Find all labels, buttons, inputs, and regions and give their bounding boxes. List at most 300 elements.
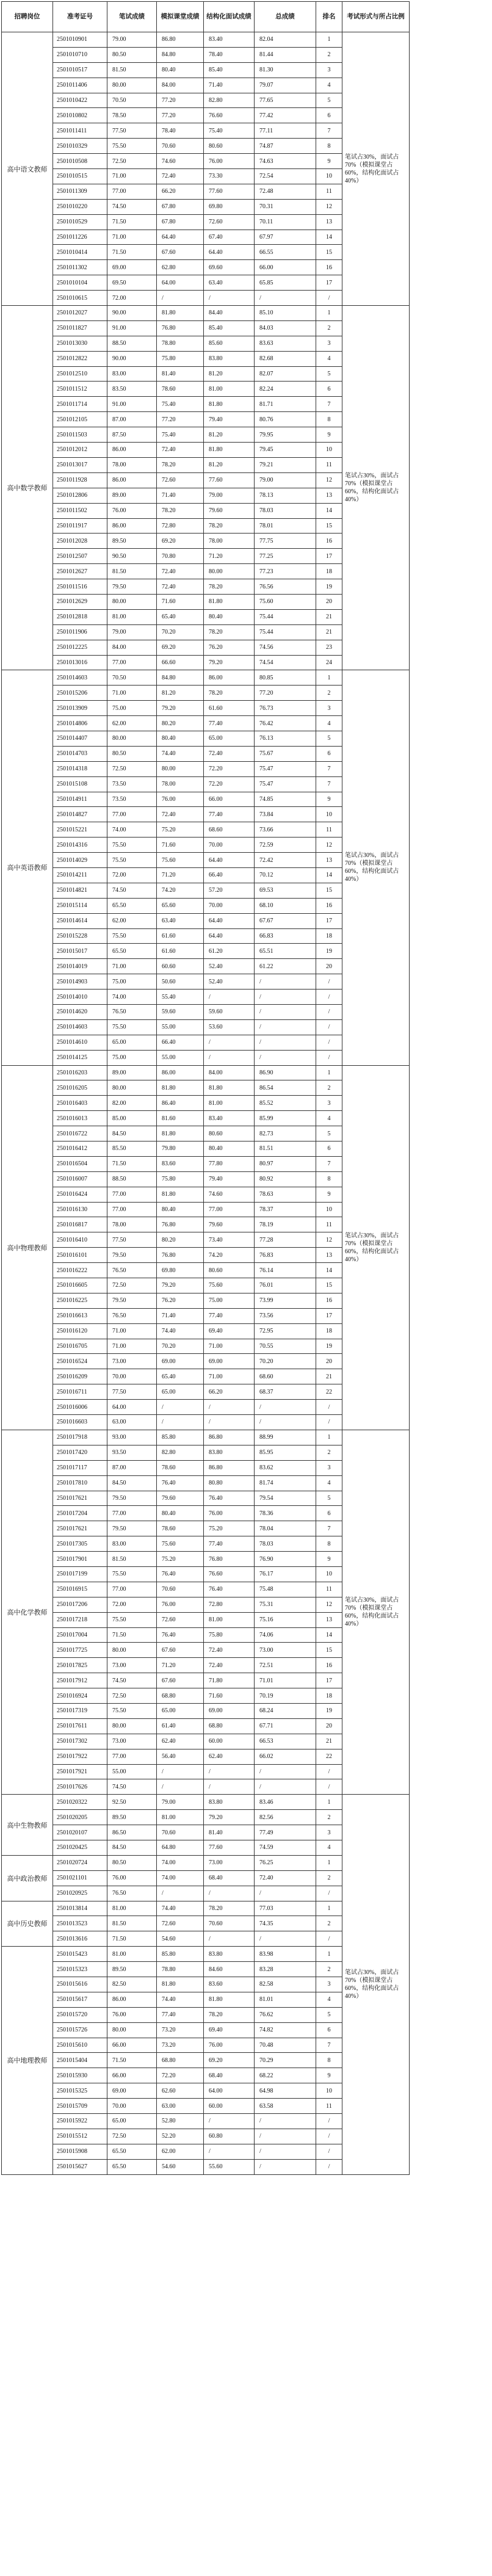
written-score-cell: 87.50 (107, 427, 157, 443)
mock-class-score-cell: 70.60 (157, 139, 204, 154)
total-score-cell: / (255, 1400, 316, 1415)
mock-class-score-cell: 75.80 (157, 351, 204, 366)
exam-id-cell: 2501020925 (53, 1886, 107, 1901)
total-score-cell: / (255, 1931, 316, 1947)
exam-id-cell: 2501010414 (53, 245, 107, 260)
position-cell: 高中物理教师 (2, 1065, 53, 1430)
rank-cell: 6 (316, 382, 342, 397)
rank-cell: 7 (316, 761, 342, 776)
mock-class-score-cell: 65.60 (157, 898, 204, 913)
rank-cell: 2 (316, 47, 342, 62)
mock-class-score-cell: 73.20 (157, 2038, 204, 2053)
rank-cell: 8 (316, 412, 342, 427)
total-score-cell: 78.03 (255, 1536, 316, 1552)
written-score-cell: 79.00 (107, 32, 157, 48)
rank-cell: 5 (316, 1126, 342, 1141)
exam-id-cell: 2501012806 (53, 488, 107, 503)
mock-class-score-cell: 77.20 (157, 412, 204, 427)
total-score-cell: / (255, 1886, 316, 1901)
total-score-cell: 76.01 (255, 1278, 316, 1293)
rank-cell: 11 (316, 1582, 342, 1597)
rank-cell: 15 (316, 245, 342, 260)
exam-id-cell: 2501015114 (53, 898, 107, 913)
mock-class-score-cell: 66.40 (157, 1035, 204, 1050)
mock-class-score-cell: 77.40 (157, 2007, 204, 2022)
written-score-cell: 75.50 (107, 928, 157, 944)
written-score-cell: 71.50 (107, 245, 157, 260)
exam-id-cell: 2501016524 (53, 1354, 107, 1369)
written-score-cell: 74.50 (107, 883, 157, 898)
mock-class-score-cell: 71.40 (157, 1308, 204, 1323)
interview-score-cell: 60.00 (204, 2099, 255, 2114)
written-score-cell: 92.50 (107, 1795, 157, 1810)
interview-score-cell: 79.20 (204, 655, 255, 670)
rank-cell: 14 (316, 503, 342, 518)
interview-score-cell: 81.80 (204, 594, 255, 609)
rank-cell: 4 (316, 716, 342, 731)
exam-id-cell: 2501017810 (53, 1475, 107, 1491)
written-score-cell: 72.00 (107, 291, 157, 306)
total-score-cell: 77.28 (255, 1232, 316, 1248)
interview-score-cell: 67.40 (204, 230, 255, 245)
mock-class-score-cell: 86.40 (157, 1096, 204, 1111)
rank-cell: 10 (316, 443, 342, 458)
rank-cell: 3 (316, 1977, 342, 1992)
mock-class-score-cell: 70.80 (157, 549, 204, 564)
interview-score-cell: 72.20 (204, 776, 255, 792)
rank-cell: / (316, 2159, 342, 2174)
mock-class-score-cell: 74.00 (157, 1870, 204, 1886)
interview-score-cell: / (204, 990, 255, 1005)
exam-id-cell: 2501013616 (53, 1931, 107, 1947)
written-score-cell: 87.00 (107, 1460, 157, 1475)
exam-id-cell: 2501014603 (53, 670, 107, 686)
exam-id-cell: 2501010802 (53, 108, 107, 123)
written-score-cell: 78.00 (107, 457, 157, 472)
interview-score-cell: 60.00 (204, 1734, 255, 1749)
interview-score-cell: 81.00 (204, 1612, 255, 1627)
interview-score-cell: 85.40 (204, 320, 255, 336)
mock-class-score-cell: 59.60 (157, 1005, 204, 1020)
total-score-cell: 79.54 (255, 1491, 316, 1506)
total-score-cell: 75.67 (255, 746, 316, 761)
mock-class-score-cell: 78.80 (157, 1962, 204, 1977)
mock-class-score-cell: 70.60 (157, 1582, 204, 1597)
exam-id-cell: 2501015423 (53, 1947, 107, 1962)
exam-id-cell: 2501020107 (53, 1825, 107, 1840)
mock-class-score-cell: 75.60 (157, 853, 204, 868)
mock-class-score-cell: 70.20 (157, 1339, 204, 1354)
interview-score-cell: 75.60 (204, 1278, 255, 1293)
total-score-cell: 74.06 (255, 1627, 316, 1643)
mock-class-score-cell: 70.60 (157, 1825, 204, 1840)
total-score-cell: 74.56 (255, 640, 316, 655)
written-score-cell: 69.00 (107, 2083, 157, 2099)
rank-cell: 5 (316, 1491, 342, 1506)
rank-cell: 2 (316, 320, 342, 336)
rank-cell: 21 (316, 1369, 342, 1384)
written-score-cell: 82.50 (107, 1977, 157, 1992)
exam-id-cell: 2501017901 (53, 1552, 107, 1567)
exam-id-cell: 2501014318 (53, 761, 107, 776)
interview-score-cell: 69.60 (204, 260, 255, 275)
total-score-cell: 76.90 (255, 1552, 316, 1567)
exam-id-cell: 2501011503 (53, 427, 107, 443)
exam-id-cell: 2501014316 (53, 838, 107, 853)
mock-class-score-cell: 60.60 (157, 959, 204, 974)
rank-cell: / (316, 1764, 342, 1779)
mock-class-score-cell: 78.80 (157, 336, 204, 351)
exam-id-cell: 2501014125 (53, 1050, 107, 1065)
interview-score-cell: 77.40 (204, 716, 255, 731)
mock-class-score-cell: 74.40 (157, 1901, 204, 1916)
interview-score-cell: 75.20 (204, 1521, 255, 1536)
interview-score-cell: 71.60 (204, 1688, 255, 1704)
written-score-cell: 86.00 (107, 1992, 157, 2007)
mock-class-score-cell: 73.20 (157, 2022, 204, 2038)
exam-id-cell: 2501013814 (53, 1901, 107, 1916)
interview-score-cell: 78.20 (204, 1901, 255, 1916)
total-score-cell: 79.00 (255, 472, 316, 488)
rank-cell: 14 (316, 867, 342, 883)
written-score-cell: 66.00 (107, 2068, 157, 2083)
mock-class-score-cell: 72.40 (157, 579, 204, 595)
exam-id-cell: 2501013016 (53, 655, 107, 670)
mock-class-score-cell: 81.80 (157, 306, 204, 321)
mock-class-score-cell: 76.20 (157, 1293, 204, 1308)
mock-class-score-cell: 76.80 (157, 1248, 204, 1263)
mock-class-score-cell: 75.60 (157, 1536, 204, 1552)
mock-class-score-cell: 63.00 (157, 2099, 204, 2114)
written-score-cell: 69.50 (107, 275, 157, 291)
interview-score-cell: 81.80 (204, 443, 255, 458)
mock-class-score-cell: 78.00 (157, 776, 204, 792)
mock-class-score-cell: 76.80 (157, 1217, 204, 1232)
exam-id-cell: 2501013523 (53, 1916, 107, 1931)
written-score-cell: 70.00 (107, 2099, 157, 2114)
mock-class-score-cell: 76.00 (157, 792, 204, 807)
mock-class-score-cell: 54.60 (157, 1931, 204, 1947)
total-score-cell: 86.90 (255, 1065, 316, 1080)
mock-class-score-cell: 72.40 (157, 443, 204, 458)
total-score-cell: / (255, 1779, 316, 1795)
exam-id-cell: 2501011906 (53, 624, 107, 640)
exam-id-cell: 2501014911 (53, 792, 107, 807)
total-score-cell: 77.42 (255, 108, 316, 123)
written-score-cell: 90.00 (107, 351, 157, 366)
rank-cell: 21 (316, 1734, 342, 1749)
table-row (2, 306, 410, 321)
interview-score-cell: 80.80 (204, 1475, 255, 1491)
rank-cell: 1 (316, 1855, 342, 1870)
rank-cell: 7 (316, 123, 342, 139)
total-score-cell: 88.99 (255, 1430, 316, 1445)
interview-score-cell: 77.40 (204, 1308, 255, 1323)
header-interview-score: 结构化面试成绩 (204, 2, 255, 32)
written-score-cell: 80.50 (107, 746, 157, 761)
interview-score-cell: 61.20 (204, 944, 255, 959)
exam-id-cell: 2501017302 (53, 1734, 107, 1749)
exam-id-cell: 2501012627 (53, 564, 107, 579)
rank-cell: 1 (316, 670, 342, 686)
rank-cell: 16 (316, 1658, 342, 1673)
mock-class-score-cell: 75.40 (157, 397, 204, 412)
interview-score-cell: 77.80 (204, 1156, 255, 1171)
total-score-cell: 74.35 (255, 1916, 316, 1931)
written-score-cell: 75.50 (107, 1019, 157, 1035)
exam-id-cell: 2501016424 (53, 1187, 107, 1202)
interview-score-cell: 83.40 (204, 32, 255, 48)
written-score-cell: 89.50 (107, 534, 157, 549)
mock-class-score-cell: 74.40 (157, 1323, 204, 1339)
rank-cell: 18 (316, 1323, 342, 1339)
total-score-cell: 79.95 (255, 427, 316, 443)
rank-cell: 11 (316, 457, 342, 472)
table-row (2, 670, 410, 686)
mock-class-score-cell: 79.60 (157, 1491, 204, 1506)
total-score-cell: 85.95 (255, 1445, 316, 1460)
interview-score-cell: 60.80 (204, 2129, 255, 2144)
exam-id-cell: 2501015617 (53, 1992, 107, 2007)
rank-cell: 20 (316, 959, 342, 974)
interview-score-cell: 83.40 (204, 1111, 255, 1126)
mock-class-score-cell: 77.20 (157, 93, 204, 108)
exam-id-cell: 2501015017 (53, 944, 107, 959)
rank-cell: 4 (316, 1840, 342, 1855)
written-score-cell: 65.00 (107, 1035, 157, 1050)
written-score-cell: 84.50 (107, 1840, 157, 1855)
written-score-cell: 79.50 (107, 579, 157, 595)
rank-cell: 3 (316, 701, 342, 716)
written-score-cell: 89.50 (107, 1962, 157, 1977)
written-score-cell: 80.00 (107, 594, 157, 609)
written-score-cell: 71.00 (107, 686, 157, 701)
interview-score-cell: 81.40 (204, 1825, 255, 1840)
interview-score-cell: 78.20 (204, 624, 255, 640)
interview-score-cell: 70.60 (204, 1916, 255, 1931)
rank-cell: 6 (316, 1141, 342, 1157)
rank-cell: 17 (316, 1308, 342, 1323)
written-score-cell: 80.00 (107, 1080, 157, 1096)
total-score-cell: 83.62 (255, 1460, 316, 1475)
interview-score-cell: 83.80 (204, 1947, 255, 1962)
written-score-cell: 71.00 (107, 1339, 157, 1354)
total-score-cell: 74.54 (255, 655, 316, 670)
total-score-cell: 72.54 (255, 169, 316, 184)
written-score-cell: 83.00 (107, 366, 157, 382)
written-score-cell: 79.50 (107, 1293, 157, 1308)
rank-cell: 1 (316, 306, 342, 321)
exam-id-cell: 2501017206 (53, 1597, 107, 1612)
interview-score-cell: 80.40 (204, 609, 255, 624)
total-score-cell: 75.31 (255, 1597, 316, 1612)
interview-score-cell: 79.60 (204, 503, 255, 518)
rank-cell: 4 (316, 78, 342, 93)
total-score-cell: 76.13 (255, 731, 316, 746)
exam-id-cell: 2501016006 (53, 1400, 107, 1415)
rank-cell: 5 (316, 366, 342, 382)
exam-id-cell: 2501011512 (53, 382, 107, 397)
mock-class-score-cell: 81.80 (157, 1187, 204, 1202)
mock-class-score-cell: 64.00 (157, 275, 204, 291)
written-score-cell: 74.50 (107, 199, 157, 214)
exam-id-cell: 2501010529 (53, 214, 107, 230)
interview-score-cell: 73.40 (204, 1232, 255, 1248)
total-score-cell: 85.52 (255, 1096, 316, 1111)
interview-score-cell: 81.80 (204, 1992, 255, 2007)
interview-score-cell: 68.40 (204, 2068, 255, 2083)
exam-id-cell: 2501012818 (53, 609, 107, 624)
interview-score-cell: 73.00 (204, 1855, 255, 1870)
rank-cell: 6 (316, 746, 342, 761)
mock-class-score-cell: / (157, 1400, 204, 1415)
score-table (1, 1, 410, 2175)
total-score-cell: / (255, 974, 316, 990)
exam-id-cell: 2501015512 (53, 2129, 107, 2144)
written-score-cell: 88.50 (107, 336, 157, 351)
exam-id-cell: 2501016130 (53, 1202, 107, 1217)
total-score-cell: 70.55 (255, 1339, 316, 1354)
position-cell: 高中政治教师 (2, 1855, 53, 1901)
rank-cell: / (316, 990, 342, 1005)
interview-score-cell: 77.60 (204, 184, 255, 199)
exam-id-cell: 2501021101 (53, 1870, 107, 1886)
total-score-cell: 66.00 (255, 260, 316, 275)
interview-score-cell: 69.40 (204, 2022, 255, 2038)
exam-id-cell: 2501015922 (53, 2114, 107, 2129)
interview-score-cell: 79.60 (204, 1217, 255, 1232)
written-score-cell: 86.00 (107, 472, 157, 488)
total-score-cell: 82.73 (255, 1126, 316, 1141)
interview-score-cell: 81.80 (204, 1080, 255, 1096)
rank-cell: 15 (316, 883, 342, 898)
total-score-cell: 77.03 (255, 1901, 316, 1916)
interview-score-cell: 81.20 (204, 457, 255, 472)
rank-cell: 13 (316, 1248, 342, 1263)
written-score-cell: 73.50 (107, 792, 157, 807)
mock-class-score-cell: 74.00 (157, 1855, 204, 1870)
interview-score-cell: 81.00 (204, 1096, 255, 1111)
total-score-cell: 83.98 (255, 1947, 316, 1962)
mock-class-score-cell: 79.00 (157, 1795, 204, 1810)
total-score-cell: 73.66 (255, 822, 316, 838)
rank-cell: 1 (316, 1430, 342, 1445)
header-rank: 排名 (316, 2, 342, 32)
written-score-cell: 93.50 (107, 1445, 157, 1460)
exam-id-cell: 2501014703 (53, 746, 107, 761)
rank-cell: / (316, 1035, 342, 1050)
written-score-cell: 71.00 (107, 230, 157, 245)
interview-score-cell: 66.20 (204, 1384, 255, 1400)
exam-id-cell: 2501011411 (53, 123, 107, 139)
total-score-cell: 77.20 (255, 686, 316, 701)
written-score-cell: 70.50 (107, 93, 157, 108)
header-written-score: 笔试成绩 (107, 2, 157, 32)
total-score-cell: 85.10 (255, 306, 316, 321)
written-score-cell: 76.00 (107, 2007, 157, 2022)
written-score-cell: 77.00 (107, 1202, 157, 1217)
written-score-cell: 72.50 (107, 154, 157, 169)
total-score-cell: 76.42 (255, 716, 316, 731)
rank-cell: 2 (316, 1445, 342, 1460)
total-score-cell: 78.37 (255, 1202, 316, 1217)
header-mock-class-score: 模拟课堂成绩 (157, 2, 204, 32)
mock-class-score-cell: 81.20 (157, 686, 204, 701)
exam-id-cell: 2501017626 (53, 1779, 107, 1795)
mock-class-score-cell: 78.20 (157, 503, 204, 518)
mock-class-score-cell: 71.20 (157, 867, 204, 883)
written-score-cell: 62.00 (107, 716, 157, 731)
written-score-cell: 81.00 (107, 609, 157, 624)
exam-id-cell: 2501016412 (53, 1141, 107, 1157)
rank-cell: 8 (316, 1536, 342, 1552)
table-row (2, 1795, 410, 1810)
header-exam-ratio: 考试形式与所占比例 (342, 2, 410, 32)
interview-score-cell: 68.80 (204, 1718, 255, 1734)
rank-cell: 2 (316, 1870, 342, 1886)
total-score-cell: 79.45 (255, 443, 316, 458)
total-score-cell: 66.55 (255, 245, 316, 260)
written-score-cell: 81.50 (107, 62, 157, 78)
exam-id-cell: 2501015726 (53, 2022, 107, 2038)
written-score-cell: 86.50 (107, 1825, 157, 1840)
exam-id-cell: 2501020322 (53, 1795, 107, 1810)
total-score-cell: / (255, 1019, 316, 1035)
interview-score-cell: 75.00 (204, 1293, 255, 1308)
rank-cell: 2 (316, 1916, 342, 1931)
interview-score-cell: 76.00 (204, 2038, 255, 2053)
interview-score-cell: 71.00 (204, 1339, 255, 1354)
interview-score-cell: / (204, 2114, 255, 2129)
written-score-cell: 75.00 (107, 974, 157, 990)
total-score-cell: 84.03 (255, 320, 316, 336)
total-score-cell: / (255, 990, 316, 1005)
rank-cell: 7 (316, 1521, 342, 1536)
interview-score-cell: 75.80 (204, 1627, 255, 1643)
header-position: 招聘岗位 (2, 2, 53, 32)
interview-score-cell: 75.40 (204, 123, 255, 139)
interview-score-cell: / (204, 1886, 255, 1901)
rank-cell: 13 (316, 853, 342, 868)
written-score-cell: 80.50 (107, 1855, 157, 1870)
exam-id-cell: 2501017912 (53, 1673, 107, 1688)
mock-class-score-cell: 76.00 (157, 1597, 204, 1612)
total-score-cell: 75.47 (255, 776, 316, 792)
exam-id-cell: 2501015206 (53, 686, 107, 701)
rank-cell: 22 (316, 1384, 342, 1400)
interview-score-cell: 68.60 (204, 822, 255, 838)
total-score-cell: 70.48 (255, 2038, 316, 2053)
mock-class-score-cell: 75.40 (157, 427, 204, 443)
total-score-cell: 75.16 (255, 1612, 316, 1627)
interview-score-cell: 52.40 (204, 959, 255, 974)
exam-ratio-cell: 笔试占30%，面试占70%（模拟课堂占60%，结构化面试占40%） (342, 306, 410, 670)
total-score-cell: 72.59 (255, 838, 316, 853)
exam-id-cell: 2501015325 (53, 2083, 107, 2099)
interview-score-cell: 59.60 (204, 1005, 255, 1020)
rank-cell: 9 (316, 1552, 342, 1567)
mock-class-score-cell: 71.40 (157, 488, 204, 503)
rank-cell: 5 (316, 2007, 342, 2022)
rank-cell: 21 (316, 624, 342, 640)
written-score-cell: 72.00 (107, 1597, 157, 1612)
exam-id-cell: 2501016410 (53, 1232, 107, 1248)
total-score-cell: 77.49 (255, 1825, 316, 1840)
exam-id-cell: 2501010517 (53, 62, 107, 78)
total-score-cell: 75.60 (255, 594, 316, 609)
mock-class-score-cell: 65.00 (157, 1384, 204, 1400)
interview-score-cell: 64.40 (204, 853, 255, 868)
